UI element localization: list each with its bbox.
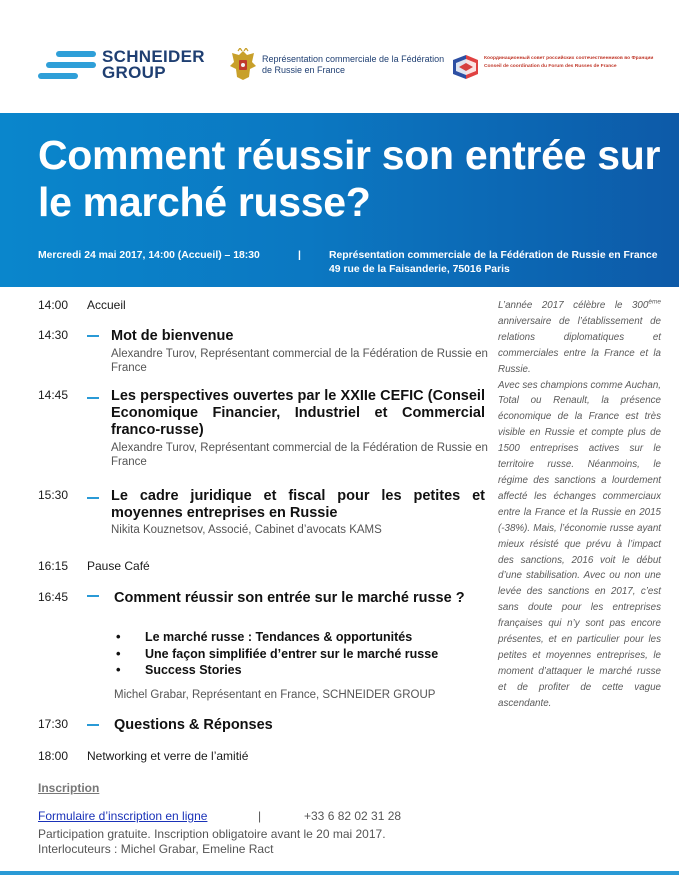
intro-paragraph: L’année 2017 célèbre le 300ème anniversaire de l’établissement de relations diplomatiques et commerciales entre la France et la Russie. [498, 298, 661, 375]
dash-icon [87, 595, 99, 597]
schedule-title: Accueil [87, 298, 126, 312]
schedule-title: Comment réussir son entrée sur le marché russe ? [114, 590, 465, 606]
registration-note [38, 827, 458, 857]
schedule-speaker: Michel Grabar, Représentant en France, SCHNEIDER GROUP [114, 689, 436, 701]
schedule-speaker: Alexandre Turov, Représentant commercial de la Fédération de Russie en France [111, 348, 488, 374]
topic-list [116, 629, 476, 679]
schedule-item [38, 717, 488, 739]
trade-representation-logo [228, 48, 448, 86]
participation-info: Participation gratuite. Inscription obligatoire avant le 20 mai 2017. [38, 827, 386, 841]
schneider-wordmark: SCHNEIDER GROUP [102, 47, 205, 82]
schedule-time: 15:30 [38, 488, 69, 502]
schedule-time: 14:45 [38, 388, 69, 402]
intro-text [498, 298, 661, 712]
registration-heading: Inscription [38, 781, 100, 795]
list-item: • Le marché russe : Tendances & opportunités [116, 629, 476, 646]
schedule-time: 16:45 [38, 590, 69, 604]
coordination-council-logo [448, 52, 676, 82]
list-item: • Success Stories [116, 662, 476, 679]
venue-address: 49 rue de la Faisanderie, 75016 Paris [329, 264, 510, 275]
schedule-item [38, 590, 488, 705]
schedule-time: 14:00 [38, 298, 69, 312]
schedule-item [38, 388, 488, 478]
council-name: Координационный совет российских соотечественников во Франции Conseil de coordination du Forum des Russes de France [484, 56, 654, 69]
schedule-item [38, 749, 488, 769]
schedule-item [38, 488, 488, 548]
council-emblem-icon [448, 52, 482, 82]
event-venue [329, 249, 679, 277]
details-separator: | [298, 250, 301, 261]
dash-icon [87, 497, 99, 499]
registration-form-link[interactable]: Formulaire d’inscription en ligne [38, 809, 208, 823]
schedule-time: 17:30 [38, 717, 69, 731]
schedule-title: Le cadre juridique et fiscal pour les petites et moyennes entreprises en Russie [111, 488, 485, 521]
dash-icon [87, 724, 99, 726]
event-date: Mercredi 24 mai 2017, 14:00 (Accueil) – 18:30 [38, 250, 260, 261]
schedule-speaker: Nikita Kouznetsov, Associé, Cabinet d’avocats KAMS [111, 524, 382, 536]
venue-name: Représentation commerciale de la Fédération de Russie en France [329, 250, 658, 261]
russian-eagle-emblem-icon [228, 48, 258, 82]
footer-rule [0, 871, 679, 875]
program-schedule [0, 288, 490, 763]
schedule-title: Les perspectives ouvertes par le XXIIe CEFIC (Conseil Economique Financier, Industriel et Commercial franco-russe) [111, 388, 485, 438]
schedule-item [38, 298, 488, 318]
schedule-time: 14:30 [38, 328, 69, 342]
dash-icon [87, 397, 99, 399]
list-item: • Une façon simplifiée d’entrer sur le marché russe [116, 646, 476, 663]
schedule-time: 16:15 [38, 559, 69, 573]
schedule-title: Questions & Réponses [114, 717, 273, 733]
schedule-item [38, 328, 488, 378]
intro-paragraph: Avec ses champions comme Auchan, Total ou Renault, la présence économique de la France est très visible en Russie et compte plus de 1500 entreprises actives sur le territoire russe. Néanmoins, le régime des sanctions a lourdement affecté les échanges commerciaux entre la France et la Russie en 2015 (-38%). Mais, l’économie russe ayant mieux résisté que prévu à l’impact des sanctions, 2016 voit le début d’une stabilisation. Avec ou non une levée des sanctions en 2017, c’est sans doute pour les entreprises françaises qui n’y sont pas encore présentes, et en particulier pour les petites et moyennes entreprises, le moment d’attaquer le marché russe et de profiter de cette vague ascendante. [498, 379, 661, 709]
event-title: Comment réussir son entrée sur le marché russe? [38, 132, 661, 225]
schedule-title: Pause Café [87, 559, 150, 573]
schedule-title: Networking et verre de l’amitié [87, 749, 249, 763]
schedule-title: Mot de bienvenue [111, 328, 234, 344]
footer-separator: | [258, 809, 262, 823]
schedule-speaker: Alexandre Turov, Représentant commercial de la Fédération de Russie en France [111, 442, 488, 468]
schneider-stripes-icon [38, 48, 96, 82]
logo-header [0, 0, 679, 112]
event-banner [0, 113, 679, 287]
contact-phone: +33 6 82 02 31 28 [304, 809, 402, 823]
contacts-info: Interlocuteurs : Michel Grabar, Emeline Ract [38, 842, 274, 856]
schedule-time: 18:00 [38, 749, 69, 763]
trade-representation-name: Représentation commerciale de la Fédération de Russie en France [262, 54, 445, 75]
schedule-item [38, 559, 488, 579]
dash-icon [87, 335, 99, 337]
schneider-group-logo [38, 48, 218, 82]
